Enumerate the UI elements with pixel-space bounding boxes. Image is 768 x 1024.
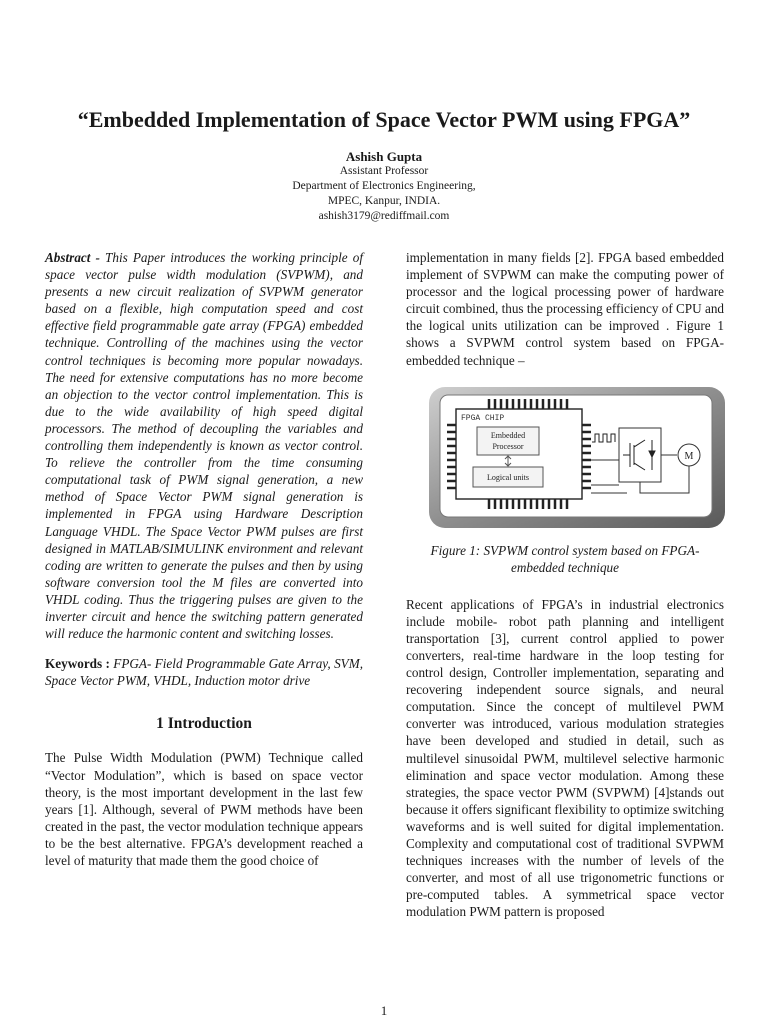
- introduction-paragraph-left: The Pulse Width Modulation (PWM) Technique called “Vector Modulation”, which is based on space vector theory, is the most important development in the last few years [1]. Although, several of PWM methods have been created in the past, the vector modulation technique appears to be the best alternative. FPGA’s development reached a level of maturity that made them the good choice of: [45, 750, 363, 868]
- left-column: [45, 249, 363, 869]
- abstract-text: This Paper introduces the working principle of space vector pulse width modulation (SVPWM), and presents a new circuit realization of SVPWM generator based on a flexible, high computation speed and cost effective field programmable gate array (FPGA) embedded technique. Controlling of the machines using the vector control techniques is becoming more popular nowadays. The need for extensive computations has no more become an objection to the vector control implementation. This is due to the wide availability of high speed digital processors. The method of decoupling the variables and controlling them independently is known as vector control. To relieve the controller from the time consuming computational task of PWM signal generation, a new method of Space Vector PWM signal generation is implemented in FPGA using Hardware Description Language VHDL. The Space Vector PWM pulses are first designed in MATLAB/SIMULINK environment and relevant coding are written to generate the pulses and then by using software conversion tool the M files are converted into VHDL coding. Thus the triggering pulses are given to the inverter circuit and hence the switching pattern generated will reduce the harmonic content and switching losses.: [45, 250, 364, 642]
- processor-label-1: Embedded: [490, 430, 526, 440]
- right-column: [406, 249, 724, 920]
- page-number: 1: [380, 1003, 388, 1018]
- figure-1-caption: Figure 1: SVPWM control system based on FPGA-embedded technique: [430, 542, 700, 575]
- motor-label: M: [684, 450, 694, 462]
- keywords: [45, 655, 363, 689]
- keywords-text: FPGA- Field Programmable Gate Array, SVM, Space Vector PWM, VHDL, Induction motor drive: [45, 656, 363, 689]
- abstract: [45, 249, 363, 642]
- author-email: ashish3179@rediffmail.com: [318, 210, 450, 222]
- fpga-chip-label: FPGA CHIP: [461, 413, 505, 423]
- author-position: Assistant Professor: [339, 165, 429, 177]
- author-block: [0, 149, 768, 224]
- keywords-label: Keywords :: [45, 656, 110, 672]
- abstract-label: Abstract -: [45, 250, 100, 265]
- introduction-paragraph-right-2: Recent applications of FPGA’s in industrial electronics include mobile- robot path planning and intelligent transportation [3], current control applied to power converters, real-time hardware in the loop testing for control design, Controller implementation, separating and recovering independent source signals, and neural computation. Since the concept of multilevel PWM converter was introduced, various modulation strategies have been developed and studied in detail, such as multilevel sinusoidal PWM, multilevel selective harmonic elimination and space vector modulation. Among these strategies, the space vector PWM (SVPWM) [4]stands out because it offers significant flexibility to optimize switching waveforms and is well suited for digital implementation. Complexity and computational cost of traditional SVPWM techniques increases with the number of levels of the converter, and most of all use trigonometric functions or pre-computed tables. A symmetrical space vector modulation PWM pattern is proposed: [406, 596, 725, 920]
- section-heading-introduction: 1 Introduction: [156, 715, 252, 733]
- author-name: Ashish Gupta: [345, 149, 423, 164]
- logical-units-label: Logical units: [487, 472, 529, 482]
- paper-title: “Embedded Implementation of Space Vector PWM using FPGA”: [77, 107, 691, 132]
- introduction-paragraph-right-1: implementation in many fields [2]. FPGA based embedded implement of SVPWM can make the computing power of processor and the logical processing power of hardware circuit combined, thus the processing efficiency of CPU and the logical units utilization can be improved . Figure 1 shows a SVPWM control system based on FPGA-embedded technique –: [406, 250, 725, 368]
- processor-label-2: Processor: [492, 441, 524, 451]
- figure-1: [427, 385, 727, 530]
- author-institution: MPEC, Kanpur, INDIA.: [327, 195, 441, 207]
- author-department: Department of Electronics Engineering,: [292, 180, 476, 192]
- fpga-system-diagram: [427, 385, 727, 530]
